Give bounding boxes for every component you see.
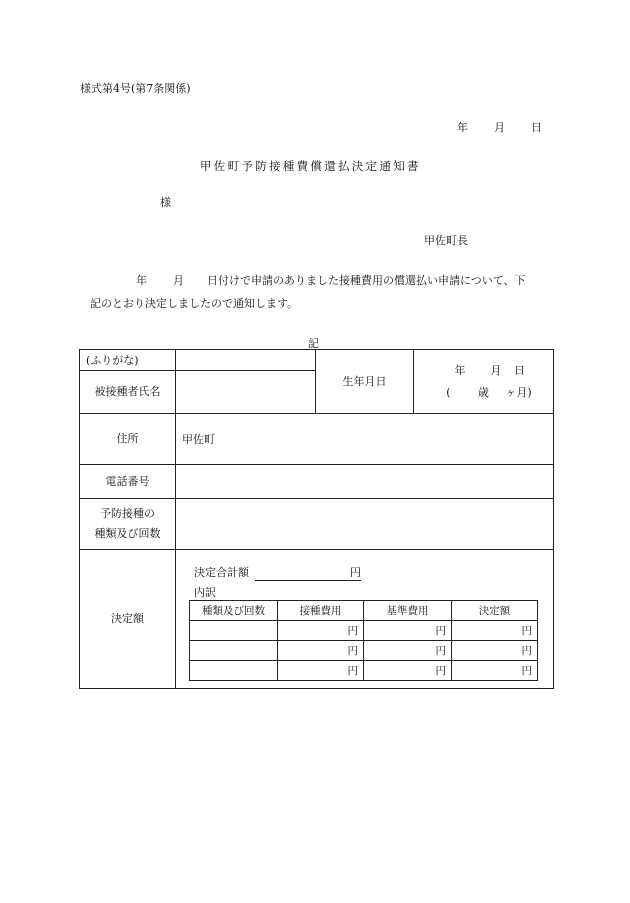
ki-marker: 記 <box>308 337 319 350</box>
standard-cost-field[interactable]: 円 <box>364 621 452 641</box>
total-amount-field[interactable] <box>255 564 361 581</box>
phone-field[interactable] <box>176 465 554 499</box>
breakdown-type-field[interactable] <box>190 641 278 661</box>
body-month: 月 <box>173 274 184 287</box>
dob-day: 日 <box>514 363 525 377</box>
breakdown-header-row <box>190 601 538 621</box>
breakdown-type-field[interactable] <box>190 621 278 641</box>
dob-field[interactable] <box>414 350 554 414</box>
breakdown-row <box>190 641 538 661</box>
form-number: 様式第4号(第7条関係) <box>80 82 191 95</box>
vaccine-label <box>80 499 176 550</box>
vaccination-cost-field[interactable]: 円 <box>278 661 364 681</box>
decision-label: 決定額 <box>80 550 176 689</box>
breakdown-row <box>190 621 538 641</box>
vaccine-label-line-1: 予防接種の <box>100 507 155 520</box>
vaccination-cost-field[interactable]: 円 <box>278 621 364 641</box>
dob-month: 月 <box>490 363 502 377</box>
decided-amount-field[interactable]: 円 <box>452 641 538 661</box>
body-year: 年 <box>136 274 147 287</box>
details-table <box>79 349 554 689</box>
issue-date-year: 年 <box>457 121 468 134</box>
age-years: 歳 <box>477 385 489 399</box>
body-line-1-rest: 日付けで申請のありました接種費用の償還払い申請について、下 <box>207 274 526 287</box>
breakdown-header-standard-cost: 基準費用 <box>364 601 452 621</box>
body-line-1 <box>136 272 526 288</box>
breakdown-header-type: 種類及び回数 <box>190 601 278 621</box>
decided-amount-field[interactable]: 円 <box>452 621 538 641</box>
decision-cell <box>176 550 554 689</box>
issue-date-month: 月 <box>494 121 505 134</box>
total-yen: 円 <box>350 566 361 579</box>
body-line-2: 記のとおり決定しましたので通知します。 <box>90 297 299 310</box>
vaccine-field[interactable] <box>176 499 554 550</box>
address-value: 甲佐町 <box>182 433 215 446</box>
dob-year: 年 <box>454 363 466 377</box>
breakdown-header-vaccination-cost: 接種費用 <box>278 601 364 621</box>
total-line <box>194 564 553 584</box>
standard-cost-field[interactable]: 円 <box>364 661 452 681</box>
sender-name: 甲佐町長 <box>424 234 468 247</box>
addressee-suffix: 様 <box>160 196 171 209</box>
name-label: 被接種者氏名 <box>80 371 176 414</box>
furigana-label: (ふりがな) <box>80 350 176 371</box>
total-label: 決定合計額 <box>194 566 249 579</box>
breakdown-table <box>189 600 538 681</box>
vaccine-label-line-2: 種類及び回数 <box>94 527 161 540</box>
decided-amount-field[interactable]: 円 <box>452 661 538 681</box>
vaccination-cost-field[interactable]: 円 <box>278 641 364 661</box>
phone-label: 電話番号 <box>80 465 176 499</box>
breakdown-row <box>190 661 538 681</box>
breakdown-type-field[interactable] <box>190 661 278 681</box>
document-title: 甲佐町予防接種費償還払決定通知書 <box>200 159 421 173</box>
dob-label: 生年月日 <box>316 350 414 414</box>
issue-date <box>457 119 542 135</box>
breakdown-header-decided-amount: 決定額 <box>452 601 538 621</box>
furigana-field[interactable] <box>176 350 316 371</box>
address-field[interactable] <box>176 414 554 465</box>
address-label: 住所 <box>80 414 176 465</box>
name-field[interactable] <box>176 371 316 414</box>
issue-date-day: 日 <box>531 121 542 134</box>
breakdown-label: 内訳 <box>194 586 216 599</box>
age-open: ( <box>446 385 451 399</box>
standard-cost-field[interactable]: 円 <box>364 641 452 661</box>
age-months: ヶ月) <box>505 385 532 399</box>
